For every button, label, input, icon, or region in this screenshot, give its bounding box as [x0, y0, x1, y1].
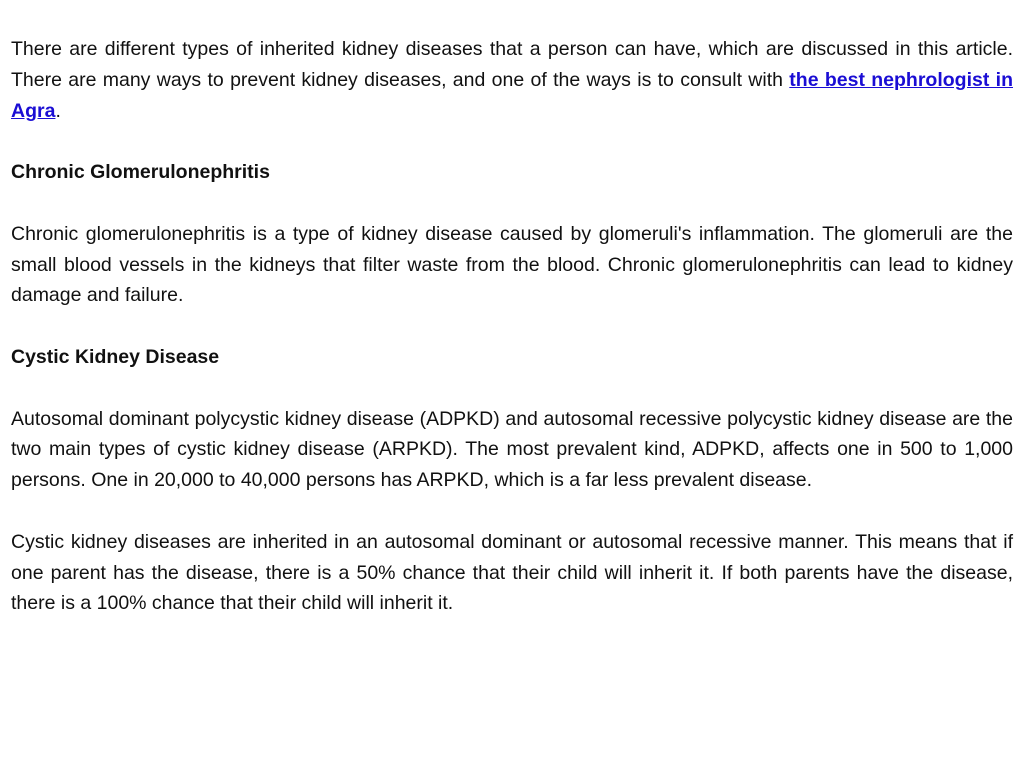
intro-text: There are different types of inherited kidney diseases that a person can have, which are discussed in this article. There are many ways to prevent kidney diseases, and one of the ways is to consult with	[11, 38, 1013, 91]
intro-text-end: .	[55, 99, 61, 122]
section-paragraph: Chronic glomerulonephritis is a type of kidney disease caused by glomeruli's inflammation. The glomeruli are the small blood vessels in the kidneys that filter waste from the blood. Chronic glomerulonephritis can lead to kidney damage and failure.	[11, 222, 1013, 307]
section-paragraph: Autosomal dominant polycystic kidney disease (ADPKD) and autosomal recessive polycystic kidney disease are the two main types of cystic kidney disease (ARPKD). The most prevalent kind, ADPKD, affects one in 500 to 1,000 persons. One in 20,000 to 40,000 persons has ARPKD, which is a far less prevalent disease.	[11, 407, 1013, 492]
intro-paragraph	[11, 34, 1013, 126]
section-paragraph: Cystic kidney diseases are inherited in an autosomal dominant or autosomal recessive manner. This means that if one parent has the disease, there is a 50% chance that their child will inherit it. If both parents have the disease, there is a 100% chance that their child will inherit it.	[11, 530, 1013, 615]
nephrologist-link[interactable]: the best nephrologist in Agra	[11, 68, 1013, 122]
document-page	[11, 34, 1013, 650]
section-heading-chronic-glomerulonephritis: Chronic Glomerulonephritis	[11, 161, 270, 184]
section-heading-cystic-kidney-disease: Cystic Kidney Disease	[11, 345, 220, 368]
